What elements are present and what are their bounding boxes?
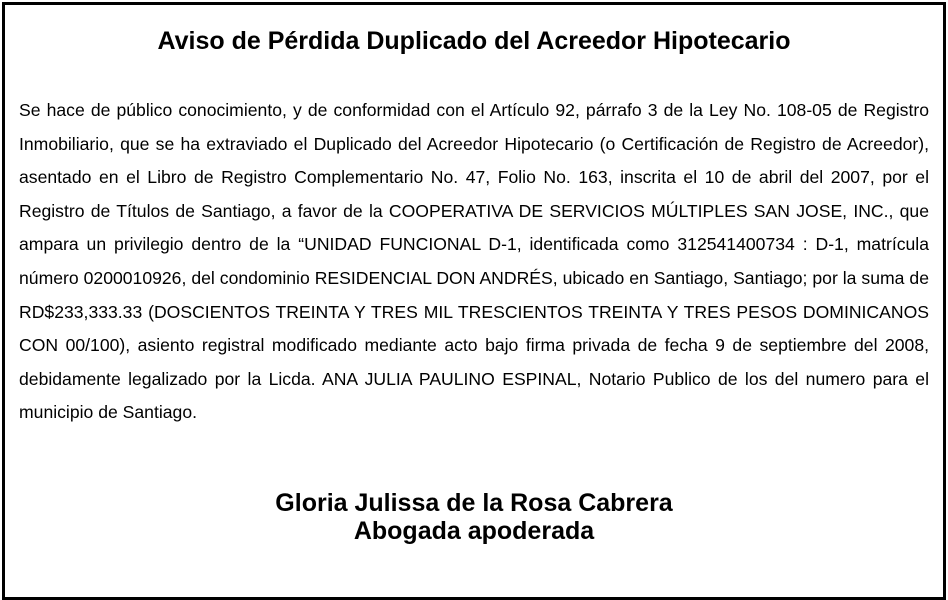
notice-frame xyxy=(2,2,946,600)
notice-title: Aviso de Pérdida Duplicado del Acreedor Hipotecario xyxy=(157,27,791,55)
notice-body: Se hace de público conocimiento, y de conformidad con el Artículo 92, párrafo 3 de la Ley No. 108-05 de Registro Inmobiliario, que se ha extraviado el Duplicado del Acreedor Hipotecario (o Certificación de Registro de Acreedor), asentado en el Libro de Registro Complementario No. 47, Folio No. 163, inscrita el 10 de abril del 2007, por el Registro de Títulos de Santiago, a favor de la COOPERATIVA DE SERVICIOS MÚLTIPLES SAN JOSE, INC., que ampara un privilegio dentro de la “UNIDAD FUNCIONAL D-1, identificada como 312541400734 : D-1, matrícula número 0200010926, del condominio RESIDENCIAL DON ANDRÉS, ubicado en Santiago, Santiago; por la suma de RD$233,333.33 (DOSCIENTOS TREINTA Y TRES MIL TRESCIENTOS TREINTA Y TRES PESOS DOMINICANOS CON 00/100), asiento registral modificado mediante acto bajo firma privada de fecha 9 de septiembre del 2008, debidamente legalizado por la Licda. ANA JULIA PAULINO ESPINAL, Notario Publico de los del numero para el municipio de Santiago. xyxy=(19,100,929,423)
signature-role: Abogada apoderada xyxy=(353,517,595,545)
signature-block xyxy=(5,489,943,545)
signature-name: Gloria Julissa de la Rosa Cabrera xyxy=(275,489,673,517)
